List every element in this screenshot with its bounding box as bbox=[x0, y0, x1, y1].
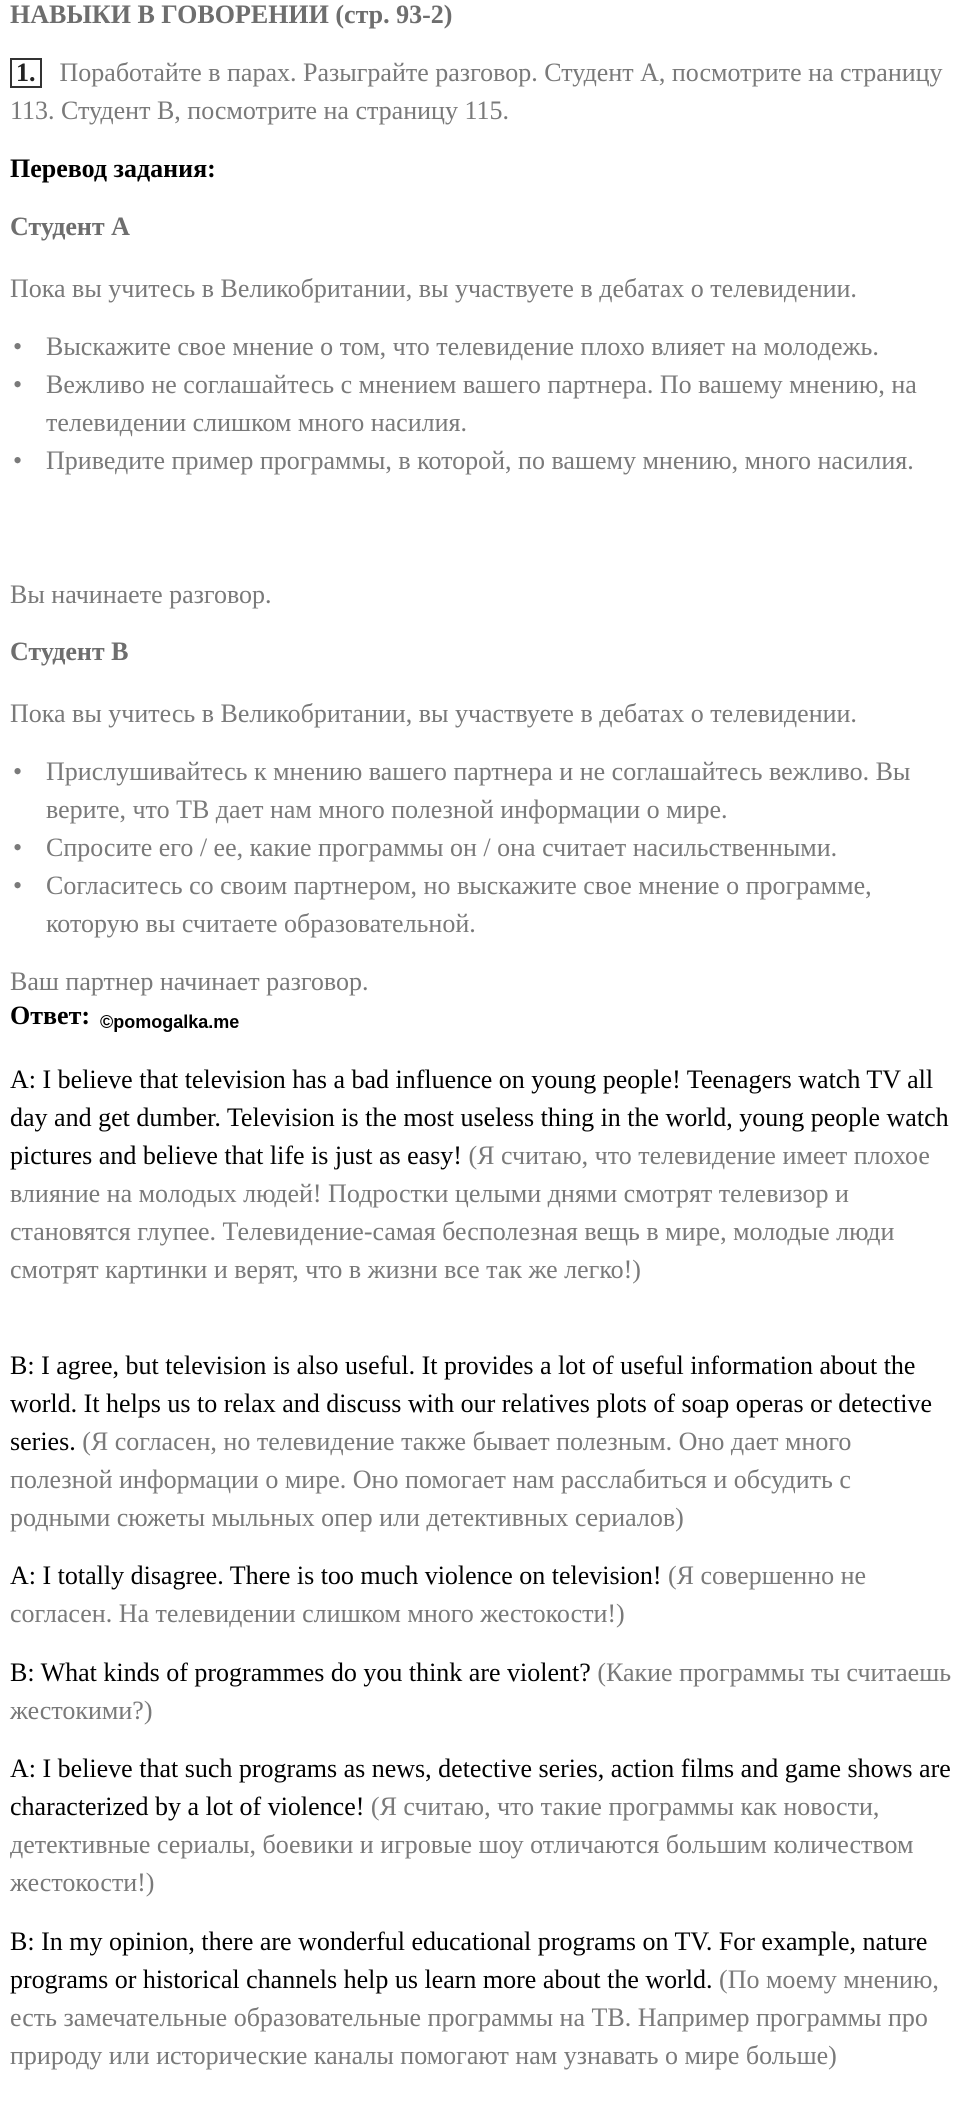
task-statement bbox=[10, 54, 950, 130]
student-a-heading: Студент А bbox=[10, 212, 130, 241]
dialog-entry bbox=[10, 1923, 955, 2075]
student-b-intro: Пока вы учитесь в Великобритании, вы участвуете в дебатах о телевидении. bbox=[10, 699, 857, 728]
student-b-bullets bbox=[10, 753, 955, 943]
dialog-entry bbox=[10, 1061, 955, 1289]
task-number: 1. bbox=[10, 58, 42, 88]
student-a-bullets bbox=[10, 328, 955, 480]
page-title: НАВЫКИ В ГОВОРЕНИИ (стр. 93-2) bbox=[10, 0, 453, 29]
list-item: • Прислушивайтесь к мнению вашего партнера и не соглашайтесь вежливо. Вы верите, что ТВ дает нам много полезной информации о мире. bbox=[10, 753, 955, 829]
dialog-entry bbox=[10, 1557, 955, 1633]
dialog-english: B: What kinds of programmes do you think are violent? bbox=[10, 1658, 591, 1687]
translation-heading: Перевод задания: bbox=[10, 154, 216, 183]
student-a-closing: Вы начинаете разговор. bbox=[10, 580, 272, 609]
task-text: Поработайте в парах. Разыграйте разговор. Студент А, посмотрите на страницу 113. Студент В, посмотрите на страницу 115. bbox=[10, 58, 943, 125]
dialog-russian: (Я считаю, что такие программы как новости, детективные сериалы, боевики и игровые шоу отличаются большим количеством жестокости!) bbox=[10, 1792, 914, 1897]
dialog-english: A: I believe that such programs as news, detective series, action films and game shows are characterized by a lot of violence! bbox=[10, 1754, 951, 1821]
list-item: • Приведите пример программы, в которой, по вашему мнению, много насилия. bbox=[10, 442, 955, 480]
dialog-russian: (Я совершенно не согласен. На телевидении слишком много жестокости!) bbox=[10, 1561, 867, 1628]
dialog-entry bbox=[10, 1347, 955, 1537]
student-b-heading: Студент В bbox=[10, 637, 129, 666]
list-item: • Вежливо не соглашайтесь с мнением вашего партнера. По вашему мнению, на телевидении слишком много насилия. bbox=[10, 366, 955, 442]
student-b-closing: Ваш партнер начинает разговор. bbox=[10, 967, 369, 996]
dialog-english: B: In my opinion, there are wonderful educational programs on TV. For example, nature programs or historical channels help us learn more about the world. bbox=[10, 1927, 928, 1994]
list-item: • Выскажите свое мнение о том, что телевидение плохо влияет на молодежь. bbox=[10, 328, 955, 366]
dialog-english: A: I believe that television has a bad influence on young people! Teenagers watch TV all day and get dumber. Television is the most useless thing in the world, young people watch pictures and believe that life is just as easy! bbox=[10, 1065, 949, 1170]
list-item: • Согласитесь со своим партнером, но выскажите свое мнение о программе, которую вы считаете образовательной. bbox=[10, 867, 955, 943]
list-item: • Спросите его / ее, какие программы он / она считает насильственными. bbox=[10, 829, 955, 867]
dialog-entry bbox=[10, 1750, 955, 1902]
watermark: ©pomogalka.me bbox=[100, 1012, 240, 1032]
dialog-english: B: I agree, but television is also useful. It provides a lot of useful information about the world. It helps us to relax and discuss with our relatives plots of soap operas or detective series. bbox=[10, 1351, 933, 1456]
dialog-russian: (Я согласен, но телевидение также бывает полезным. Оно дает много полезной информации о мире. Оно помогает нам расслабиться и обсудить с родными сюжеты мыльных опер или детективных сериалов) bbox=[10, 1427, 852, 1532]
dialog-entry bbox=[10, 1654, 955, 1730]
dialog-russian: (Какие программы ты считаешь жестокими?) bbox=[10, 1658, 952, 1725]
dialog-russian: (Я считаю, что телевидение имеет плохое влияние на молодых людей! Подростки целыми днями смотрят телевизор и становятся глупее. Телевидение-самая бесполезная вещь в мире, молодые люди смотрят картинки и верят, что в жизни все так же легко!) bbox=[10, 1141, 930, 1284]
student-a-intro: Пока вы учитесь в Великобритании, вы участвуете в дебатах о телевидении. bbox=[10, 274, 857, 303]
answer-label: Ответ: bbox=[10, 1001, 91, 1030]
dialog-english: A: I totally disagree. There is too much violence on television! bbox=[10, 1561, 662, 1590]
dialog-russian: (По моему мнению, есть замечательные образовательные программы на ТВ. Например программы про природу или исторические каналы помогают нам узнавать о мире больше) bbox=[10, 1965, 939, 2070]
